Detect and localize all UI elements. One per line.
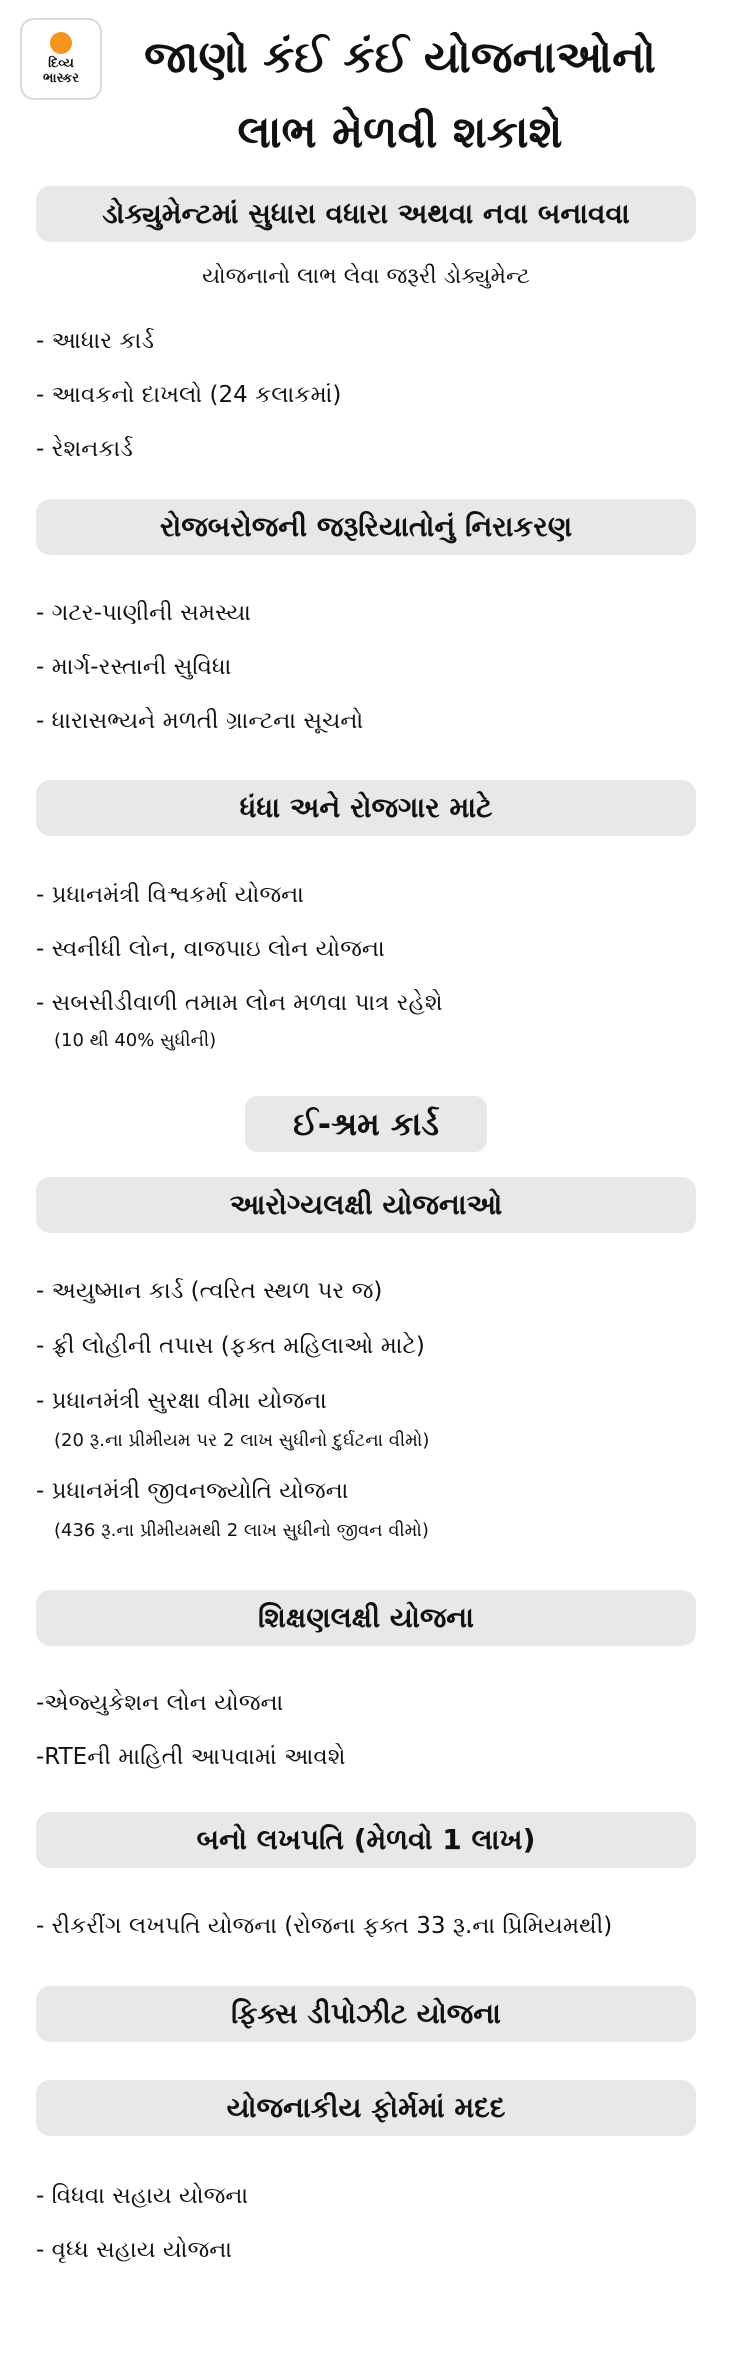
list-item: - વૃધ્ધ સહાય યોજના (36, 2237, 233, 2263)
section-heading-business: ધંધા અને રોજગાર માટે (36, 780, 696, 836)
section-heading-fixed-deposit: ફિક્સ ડીપોઝીટ યોજના (36, 1986, 696, 2042)
section-subheading-documents: યોજનાનો લાભ લેવા જરૂરી ડોક્યુમેન્ટ (202, 264, 530, 289)
list-item-note: (436 રૂ.ના પ્રીમીયમથી 2 લાખ સુધીનો જીવન વીમો) (54, 1520, 429, 1541)
section-heading-lakhpati: બનો લખપતિ (મેળવો 1 લાખ) (36, 1812, 696, 1868)
list-item: - અયુષ્માન કાર્ડ (ત્વરિત સ્થળ પર જ) (36, 1278, 383, 1304)
list-item: - ગટર-પાણીની સમસ્યા (36, 600, 251, 626)
list-item: - પ્રધાનમંત્રી જીવનજ્યોતિ યોજના (36, 1478, 349, 1504)
eshram-card-label: ઈ-શ્રમ કાર્ડ (245, 1096, 487, 1152)
section-heading-forms: યોજનાકીય ફોર્મમાં મદદ (36, 2080, 696, 2136)
list-item: - સબસીડીવાળી તમામ લોન મળવા પાત્ર રહેશે (36, 990, 443, 1016)
page-title-line-1: જાણો કંઈ કંઈ યોજનાઓનો (144, 32, 656, 83)
divya-bhaskar-logo (20, 18, 102, 100)
list-item: - ફ્રી લોહીની તપાસ (ફક્ત મહિલાઓ માટે) (36, 1333, 425, 1359)
list-item: - આધાર કાર્ડ (36, 328, 155, 354)
list-item: - રેશનકાર્ડ (36, 436, 133, 462)
logo-line-2: ભાસ્કર (43, 71, 79, 86)
section-heading-education: શિક્ષણલક્ષી યોજના (36, 1590, 696, 1646)
list-item: - આવકનો દાખલો (24 કલાકમાં) (36, 382, 342, 408)
sun-icon (50, 32, 72, 54)
list-item: -RTEની માહિતી આપવામાં આવશે (36, 1744, 346, 1770)
list-item: - ધારાસભ્યને મળતી ગ્રાન્ટના સૂચનો (36, 708, 364, 734)
page-title-line-2: લાભ મેળવી શકાશે (237, 107, 563, 158)
list-item-note: (10 થી 40% સુધીની) (54, 1030, 217, 1051)
list-item-note: (20 રૂ.ના પ્રીમીયમ પર 2 લાખ સુધીનો દુર્ઘટના વીમો) (54, 1430, 430, 1451)
list-item: - પ્રધાનમંત્રી સુરક્ષા વીમા યોજના (36, 1388, 327, 1414)
list-item: - સ્વનીધી લોન, વાજપાઇ લોન યોજના (36, 936, 385, 962)
section-heading-health: આરોગ્યલક્ષી યોજનાઓ (36, 1177, 696, 1233)
section-heading-daily-needs: રોજબરોજની જરૂરિયાતોનું નિરાકરણ (36, 499, 696, 555)
section-heading-documents: ડોક્યુમેન્ટમાં સુધારા વધારા અથવા નવા બનાવવા (36, 186, 696, 242)
list-item: -એજ્યુકેશન લોન યોજના (36, 1690, 284, 1716)
list-item: - રીકરીંગ લખપતિ યોજના (રોજના ફક્ત 33 રૂ.ના પ્રિમિયમથી) (36, 1913, 613, 1939)
logo-line-1: દિવ્ય (48, 56, 74, 71)
list-item: - પ્રધાનમંત્રી વિશ્વકર્મા યોજના (36, 882, 304, 908)
list-item: - વિધવા સહાય યોજના (36, 2183, 249, 2209)
list-item: - માર્ગ-રસ્તાની સુવિધા (36, 654, 232, 680)
